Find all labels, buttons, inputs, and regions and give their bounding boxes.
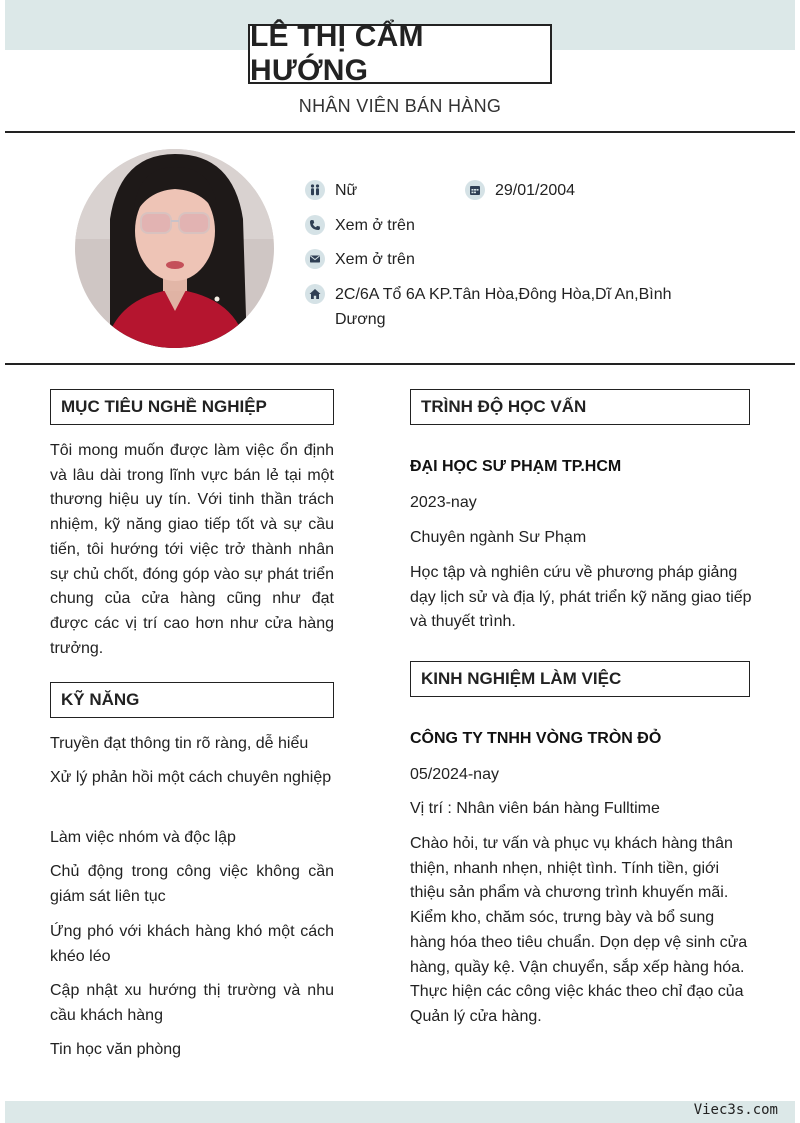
skill-item: Cập nhật xu hướng thị trường và nhu cầu khách hàng <box>50 982 334 1024</box>
gender-row <box>305 178 357 203</box>
email-value: Xem ở trên <box>335 251 415 268</box>
skill-item: Xử lý phản hồi một cách chuyên nghiệp <box>50 769 332 786</box>
calendar-icon <box>465 180 485 200</box>
objective-text: Tôi mong muốn được làm việc ổn định và lâu dài trong lĩnh vực bán lẻ tại một thương hiệu uy tín. Với tinh thần trách nhiệm, kỹ năng giao tiếp tốt và sự cầu tiến, tôi hướng tới việc trở thành nhân sự chủ chốt, đóng góp vào sự phát triển chung của cửa hàng cũng như đạt được các vị trí cao hơn như cửa hàng trưởng. <box>50 442 334 657</box>
education-heading-box <box>410 389 750 425</box>
experience-heading: KINH NGHIỆM LÀM VIỆC <box>421 669 622 688</box>
skill-item: Tin học văn phòng <box>50 1041 182 1058</box>
experience-position: Vị trí : Nhân viên bán hàng Fulltime <box>410 800 660 817</box>
skills-heading: KỸ NĂNG <box>61 690 140 709</box>
birthdate-value: 29/01/2004 <box>495 182 576 199</box>
job-title: NHÂN VIÊN BÁN HÀNG <box>298 96 502 116</box>
education-period: 2023-nay <box>410 494 477 511</box>
education-description: Học tập và nghiên cứu về phương pháp giảng dạy lịch sử và địa lý, phát triển kỹ năng giao tiếp và thuyết trình. <box>410 564 752 631</box>
experience-description: Chào hỏi, tư vấn và phục vụ khách hàng thân thiện, nhanh nhẹn, nhiệt tình. Tính tiền, giới thiệu sản phẩm và chương trình khuyến mãi. Kiểm kho, chăm sóc, trưng bày và bổ sung hàng hóa theo tiêu chuẩn. Dọn dẹp vệ sinh cửa hàng, quầy kệ. Vận chuyển, sắp xếp hàng hóa. Thực hiện các công việc khác theo chỉ đạo của Quản lý cửa hàng. <box>410 835 748 1025</box>
education-major: Chuyên ngành Sư Phạm <box>410 529 587 546</box>
watermark: Viec3s.com <box>693 1102 778 1118</box>
company-name: CÔNG TY TNHH VÒNG TRÒN ĐỎ <box>410 730 662 747</box>
school-name: ĐẠI HỌC SƯ PHẠM TP.HCM <box>410 458 622 475</box>
email-row <box>305 247 415 272</box>
birthdate-row <box>465 178 575 203</box>
experience-period: 05/2024-nay <box>410 766 499 783</box>
candidate-name: LÊ THỊ CẨM HƯỚNG <box>250 20 424 87</box>
address-row <box>305 282 700 332</box>
objective-heading-box <box>50 389 334 425</box>
objective-heading: MỤC TIÊU NGHỀ NGHIỆP <box>61 397 267 416</box>
skill-item: Truyền đạt thông tin rõ ràng, dễ hiểu <box>50 735 309 752</box>
phone-value: Xem ở trên <box>335 217 415 234</box>
education-heading: TRÌNH ĐỘ HỌC VẤN <box>421 397 587 416</box>
gender-icon <box>305 180 325 200</box>
skill-item: Làm việc nhóm và độc lập <box>50 829 236 846</box>
skills-heading-box <box>50 682 334 718</box>
experience-heading-box <box>410 661 750 697</box>
skill-item: Chủ động trong công việc không cần giám sát liên tục <box>50 863 334 905</box>
skill-item: Ứng phó với khách hàng khó một cách khéo léo <box>50 923 334 965</box>
phone-row <box>305 213 415 238</box>
name-box <box>248 20 552 87</box>
bottom-decor-band <box>5 1101 795 1123</box>
phone-icon <box>305 215 325 235</box>
email-icon <box>305 249 325 269</box>
avatar <box>75 149 274 348</box>
home-icon <box>305 284 325 304</box>
address-value: 2C/6A Tổ 6A KP.Tân Hòa,Đông Hòa,Dĩ An,Bình Dương <box>335 286 672 328</box>
portrait-photo <box>75 149 274 348</box>
info-divider <box>5 363 795 365</box>
header-divider <box>5 131 795 133</box>
gender-value: Nữ <box>335 182 358 199</box>
